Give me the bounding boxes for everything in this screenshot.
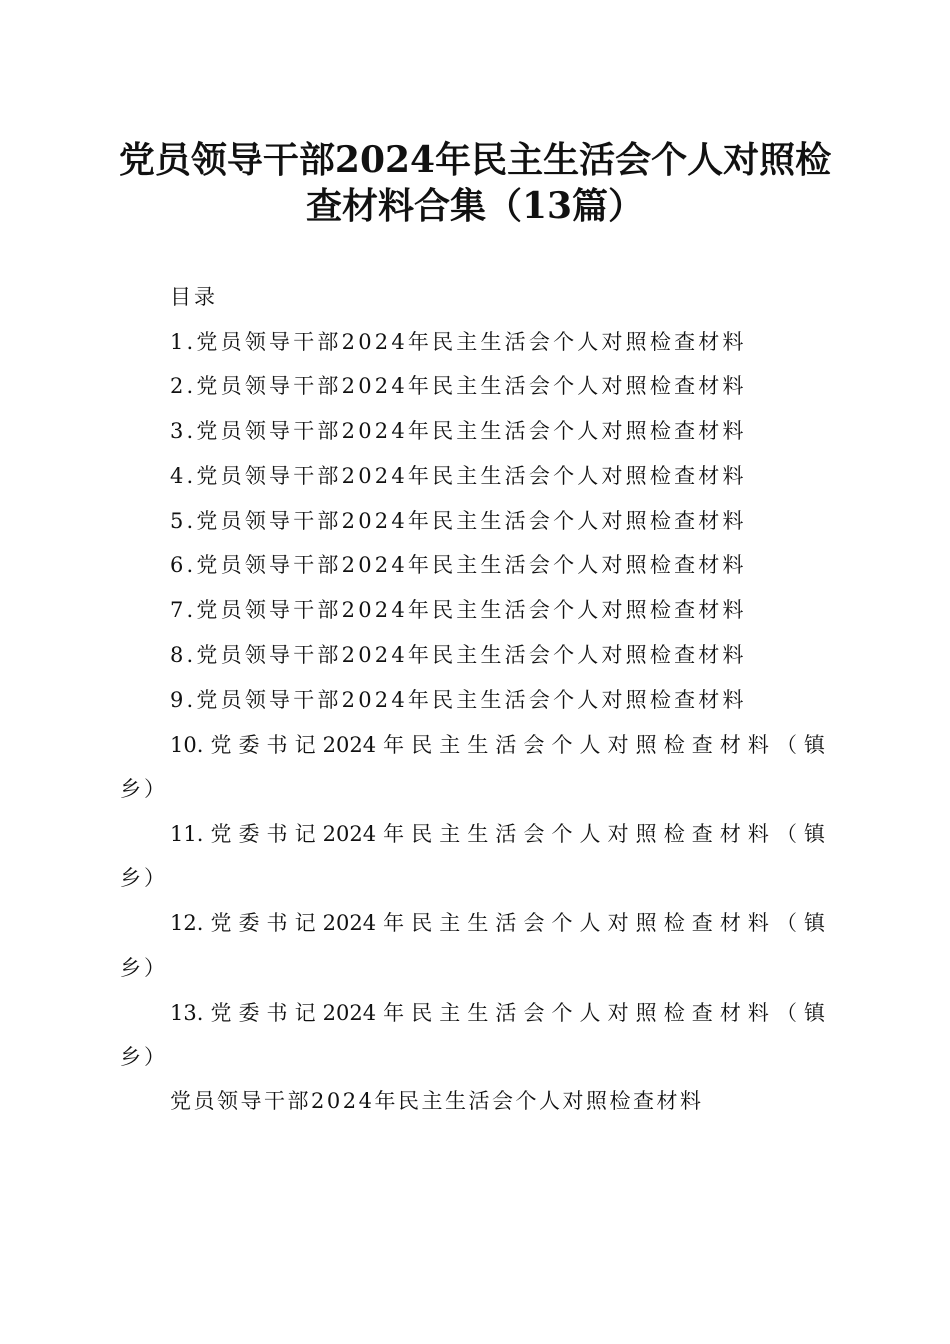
toc-item-1[interactable]: 1.党员领导干部2024年民主生活会个人对照检查材料 (170, 330, 747, 354)
toc-item-13-continuation[interactable]: 乡） (120, 1045, 168, 1069)
section-heading: 党员领导干部2024年民主生活会个人对照检查材料 (170, 1089, 704, 1113)
toc-item-13[interactable]: 13.党委书记2024年民主生活会个人对照检查材料（镇 (170, 1001, 825, 1025)
toc-heading: 目录 (170, 285, 218, 309)
toc-item-6[interactable]: 6.党员领导干部2024年民主生活会个人对照检查材料 (170, 553, 747, 577)
toc-item-8[interactable]: 8.党员领导干部2024年民主生活会个人对照检查材料 (170, 643, 747, 667)
toc-item-12-continuation[interactable]: 乡） (120, 956, 168, 980)
toc-item-7[interactable]: 7.党员领导干部2024年民主生活会个人对照检查材料 (170, 598, 747, 622)
toc-item-9[interactable]: 9.党员领导干部2024年民主生活会个人对照检查材料 (170, 688, 747, 712)
toc-item-10-continuation[interactable]: 乡） (120, 777, 168, 801)
toc-item-12[interactable]: 12.党委书记2024年民主生活会个人对照检查材料（镇 (170, 911, 825, 935)
document-title-line-1: 党员领导干部2024年民主生活会个人对照检 (118, 139, 832, 181)
toc-item-11-continuation[interactable]: 乡） (120, 866, 168, 890)
toc-item-5[interactable]: 5.党员领导干部2024年民主生活会个人对照检查材料 (170, 509, 747, 533)
toc-item-4[interactable]: 4.党员领导干部2024年民主生活会个人对照检查材料 (170, 464, 747, 488)
toc-item-11[interactable]: 11.党委书记2024年民主生活会个人对照检查材料（镇 (170, 822, 825, 846)
document-title-line-2: 查材料合集（13篇） (305, 185, 645, 227)
toc-item-10[interactable]: 10.党委书记2024年民主生活会个人对照检查材料（镇 (170, 733, 825, 757)
toc-item-2[interactable]: 2.党员领导干部2024年民主生活会个人对照检查材料 (170, 374, 747, 398)
toc-item-3[interactable]: 3.党员领导干部2024年民主生活会个人对照检查材料 (170, 419, 747, 443)
